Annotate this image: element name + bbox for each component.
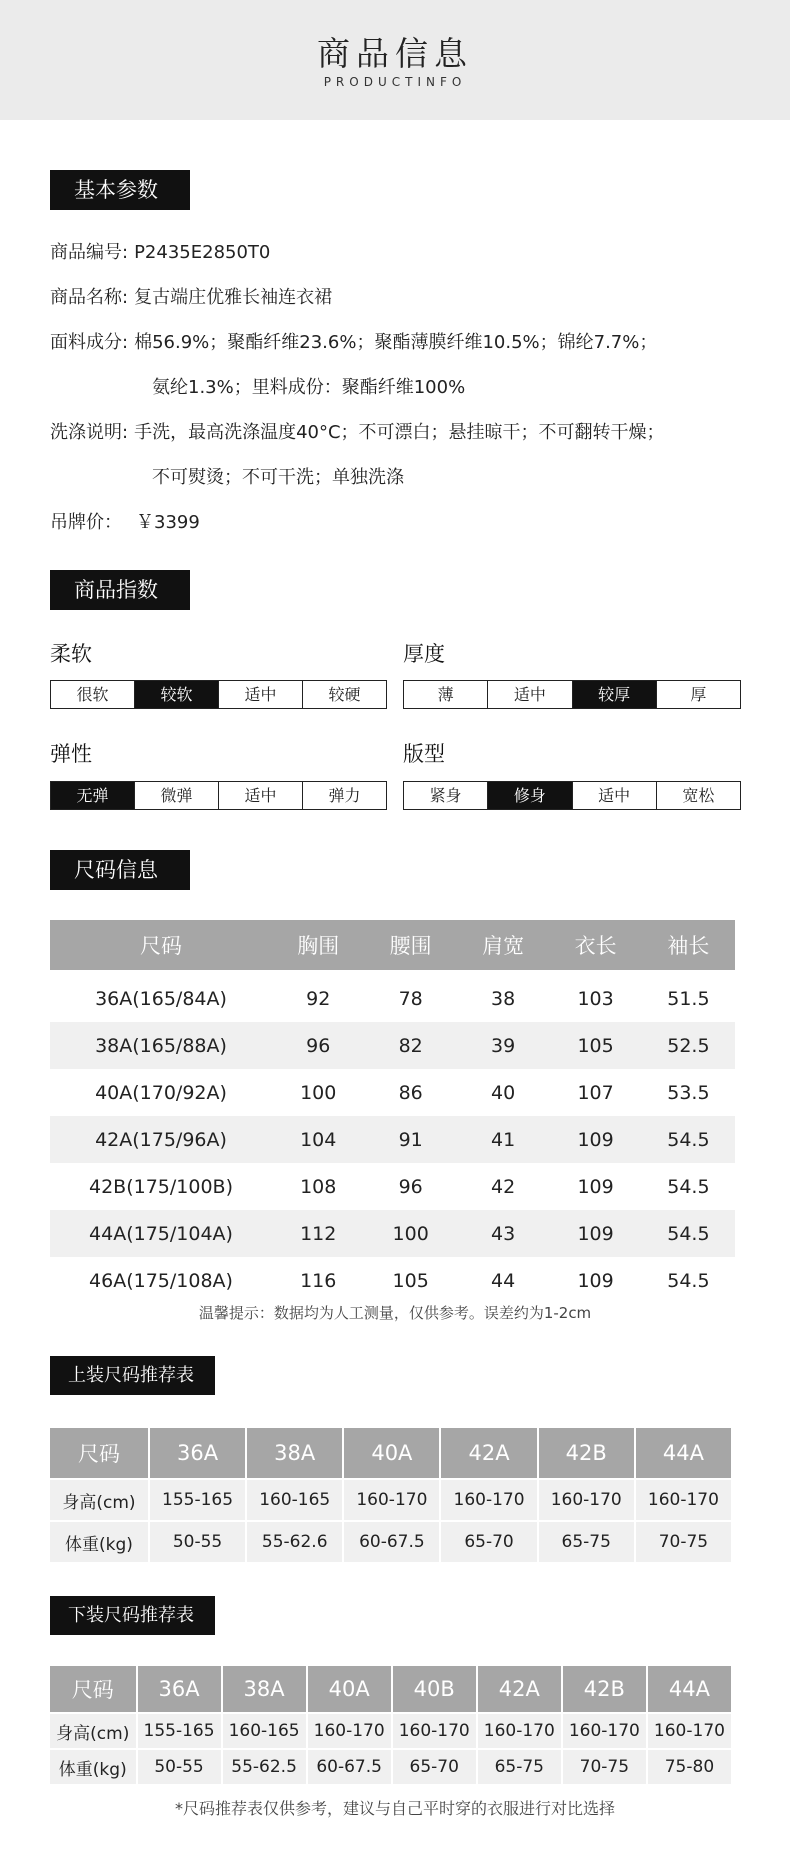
- table-cell: 108: [300, 1175, 337, 1198]
- table-cell: 109: [577, 1175, 614, 1198]
- index-option: 无弹: [51, 782, 134, 809]
- param-row-code: [50, 238, 270, 264]
- table-cell: 65-75: [539, 1522, 634, 1562]
- table-cell: 身高(cm): [50, 1714, 136, 1748]
- top-rec-heading: 上装尺码推荐表: [50, 1356, 215, 1395]
- param-row-fabric: [50, 328, 657, 354]
- table-cell: 39: [457, 1022, 549, 1069]
- index-option: 弹力: [302, 782, 386, 809]
- rec-col-header: 40B: [393, 1666, 476, 1712]
- param-label: 面料成分:: [50, 332, 129, 353]
- index-option: 适中: [218, 681, 302, 708]
- table-cell: 116: [300, 1269, 337, 1292]
- table-cell: 50-55: [150, 1522, 245, 1562]
- table-cell: 160-170: [393, 1714, 476, 1748]
- table-cell: 160-170: [441, 1480, 536, 1520]
- table-row: [50, 1480, 731, 1520]
- bottom-rec-table: [48, 1664, 733, 1786]
- table-cell: 身高(cm): [50, 1480, 148, 1520]
- table-cell: 42B(175/100B): [88, 1175, 233, 1198]
- table-row: [50, 1750, 731, 1784]
- index-option: 较硬: [302, 681, 386, 708]
- param-value: 棉56.9%；聚酯纤维23.6%；聚酯薄膜纤维10.5%；锦纶7.7%；: [134, 332, 658, 353]
- table-cell: 38A(165/88A): [50, 1022, 272, 1069]
- table-cell: 42A(175/96A): [50, 1116, 272, 1163]
- table-row: [50, 1210, 735, 1257]
- rec-header-row: [50, 1428, 731, 1478]
- table-cell: 105: [392, 1269, 429, 1292]
- size-col-header: 肩宽: [457, 920, 549, 970]
- param-wash-continued: 不可熨烫；不可干洗；单独洗涤: [152, 467, 404, 488]
- table-cell: 109: [577, 1269, 614, 1292]
- rec-col-header: 42A: [478, 1666, 561, 1712]
- param-label: 商品编号:: [50, 242, 129, 263]
- rec-col-header: 42A: [441, 1428, 536, 1478]
- table-cell: 160-170: [563, 1714, 646, 1748]
- table-cell: 78: [398, 987, 423, 1010]
- param-fabric-continued: 氨纶1.3%；里料成份：聚酯纤维100%: [152, 377, 466, 398]
- param-label: 吊牌价：: [50, 512, 122, 533]
- table-cell: 43: [457, 1210, 549, 1257]
- table-cell: 42: [491, 1175, 516, 1198]
- size-col-header: 腰围: [364, 920, 456, 970]
- table-cell: 36A(165/84A): [95, 987, 227, 1010]
- table-cell: 54.5: [667, 1269, 710, 1292]
- table-cell: 75-80: [648, 1750, 731, 1784]
- param-value: P2435E2850T0: [134, 242, 271, 263]
- table-cell: 65-75: [478, 1750, 561, 1784]
- table-cell: 155-165: [138, 1714, 221, 1748]
- index-label-fit: 版型: [403, 742, 445, 766]
- table-cell: 104: [272, 1116, 364, 1163]
- table-cell: 60-67.5: [308, 1750, 391, 1784]
- table-cell: 107: [577, 1081, 614, 1104]
- table-cell: 82: [364, 1022, 456, 1069]
- thickness-scale: [403, 680, 741, 709]
- table-cell: 100: [364, 1210, 456, 1257]
- param-value: 复古端庄优雅长袖连衣裙: [134, 287, 333, 308]
- table-cell: 54.5: [642, 1116, 735, 1163]
- table-cell: 105: [549, 1022, 641, 1069]
- rec-col-header: 36A: [138, 1666, 221, 1712]
- size-note: 温馨提示：数据均为人工测量，仅供参考。误差约为1-2cm: [198, 1304, 592, 1322]
- table-cell: 160-170: [478, 1714, 561, 1748]
- size-col-header: 胸围: [272, 920, 364, 970]
- elasticity-scale: [50, 781, 387, 810]
- table-cell: 体重(kg): [50, 1522, 148, 1562]
- table-cell: 65-70: [441, 1522, 536, 1562]
- size-table: [50, 920, 735, 1304]
- table-cell: 112: [272, 1210, 364, 1257]
- table-cell: 54.5: [642, 1210, 735, 1257]
- index-option: 很软: [76, 685, 109, 704]
- index-option: 较软: [134, 681, 218, 708]
- header-band: [0, 0, 790, 120]
- softness-scale: [50, 680, 387, 709]
- param-value: 手洗，最高洗涤温度40°C；不可漂白；悬挂晾干；不可翻转干燥；: [134, 422, 665, 443]
- param-row-name: [50, 283, 332, 309]
- table-cell: 41: [457, 1116, 549, 1163]
- table-cell: 86: [398, 1081, 423, 1104]
- size-col-header: 衣长: [549, 920, 641, 970]
- table-cell: 160-170: [648, 1714, 731, 1748]
- table-cell: 52.5: [642, 1022, 735, 1069]
- page-subtitle: PRODUCTINFO: [323, 75, 467, 89]
- table-cell: 50-55: [138, 1750, 221, 1784]
- bottom-rec-heading: 下装尺码推荐表: [50, 1596, 215, 1635]
- table-cell: 91: [364, 1116, 456, 1163]
- table-cell: 38: [491, 987, 516, 1010]
- index-heading: 商品指数: [50, 570, 190, 610]
- table-cell: 40A(170/92A): [95, 1081, 227, 1104]
- table-cell: 160-165: [247, 1480, 342, 1520]
- rec-col-header: 42B: [563, 1666, 646, 1712]
- table-cell: 160-170: [344, 1480, 439, 1520]
- recommend-note: *尺码推荐表仅供参考，建议与自己平时穿的衣服进行对比选择: [174, 1799, 615, 1818]
- rec-col-header: 44A: [636, 1428, 731, 1478]
- fit-scale: [403, 781, 741, 810]
- page-title: 商品信息: [317, 34, 473, 73]
- table-cell: 46A(175/108A): [89, 1269, 233, 1292]
- table-cell: 109: [549, 1116, 641, 1163]
- table-cell: 55-62.5: [223, 1750, 306, 1784]
- table-cell: 53.5: [667, 1081, 710, 1104]
- table-cell: 96: [272, 1022, 364, 1069]
- table-row: [50, 1069, 735, 1116]
- table-cell: 65-70: [393, 1750, 476, 1784]
- table-cell: 103: [577, 987, 614, 1010]
- rec-col-header: 36A: [150, 1428, 245, 1478]
- table-cell: 51.5: [667, 987, 710, 1010]
- basic-params-heading: 基本参数: [50, 170, 190, 210]
- top-rec-table: [48, 1426, 733, 1564]
- table-row: [50, 1116, 735, 1163]
- param-label: 洗涤说明:: [50, 422, 129, 443]
- table-cell: 160-170: [636, 1480, 731, 1520]
- rec-col-header: 38A: [223, 1666, 306, 1712]
- index-option: 适中: [487, 681, 571, 708]
- rec-col-header: 40A: [308, 1666, 391, 1712]
- table-cell: 92: [306, 987, 331, 1010]
- table-cell: 70-75: [636, 1522, 731, 1562]
- param-row-price: [50, 508, 200, 534]
- index-option: 适中: [218, 782, 302, 809]
- size-heading: 尺码信息: [50, 850, 190, 890]
- table-cell: 100: [300, 1081, 337, 1104]
- table-cell: 160-170: [539, 1480, 634, 1520]
- rec-header-row: [50, 1666, 731, 1712]
- table-cell: 54.5: [667, 1175, 710, 1198]
- table-cell: 155-165: [150, 1480, 245, 1520]
- table-cell: 60-67.5: [344, 1522, 439, 1562]
- rec-col-header: 42B: [539, 1428, 634, 1478]
- table-row: [50, 970, 735, 1022]
- table-cell: 55-62.6: [247, 1522, 342, 1562]
- table-cell: 体重(kg): [50, 1750, 136, 1784]
- table-cell: 70-75: [563, 1750, 646, 1784]
- table-cell: 109: [549, 1210, 641, 1257]
- table-cell: 44: [491, 1269, 516, 1292]
- table-cell: 160-170: [308, 1714, 391, 1748]
- index-option: 较厚: [572, 681, 656, 708]
- index-option: 厚: [656, 681, 740, 708]
- rec-col-header: 44A: [648, 1666, 731, 1712]
- index-option: 薄: [437, 685, 454, 704]
- table-cell: 96: [398, 1175, 423, 1198]
- size-col-header: 袖长: [642, 920, 735, 970]
- rec-col-header: 40A: [344, 1428, 439, 1478]
- size-table-header: [50, 920, 735, 970]
- rec-col-header: 38A: [247, 1428, 342, 1478]
- index-option: 微弹: [134, 782, 218, 809]
- table-row: [50, 1522, 731, 1562]
- table-row: [50, 1714, 731, 1748]
- index-label-softness: 柔软: [50, 642, 92, 666]
- index-option: 紧身: [429, 786, 462, 805]
- index-option: 修身: [487, 782, 571, 809]
- table-row: [50, 1022, 735, 1069]
- index-label-thickness: 厚度: [403, 642, 445, 666]
- param-label: 商品名称:: [50, 287, 129, 308]
- table-row: [50, 1163, 735, 1210]
- index-option: 宽松: [656, 782, 740, 809]
- table-cell: 160-165: [223, 1714, 306, 1748]
- table-cell: 44A(175/104A): [50, 1210, 272, 1257]
- param-row-wash: [50, 418, 665, 444]
- size-col-header: 尺码: [50, 920, 272, 970]
- table-cell: 40: [491, 1081, 516, 1104]
- rec-col-header: 尺码: [50, 1428, 148, 1478]
- index-option: 适中: [572, 782, 656, 809]
- index-label-elasticity: 弹性: [50, 742, 92, 766]
- table-row: [50, 1257, 735, 1304]
- rec-col-header: 尺码: [50, 1666, 136, 1712]
- param-value: ￥3399: [136, 512, 200, 533]
